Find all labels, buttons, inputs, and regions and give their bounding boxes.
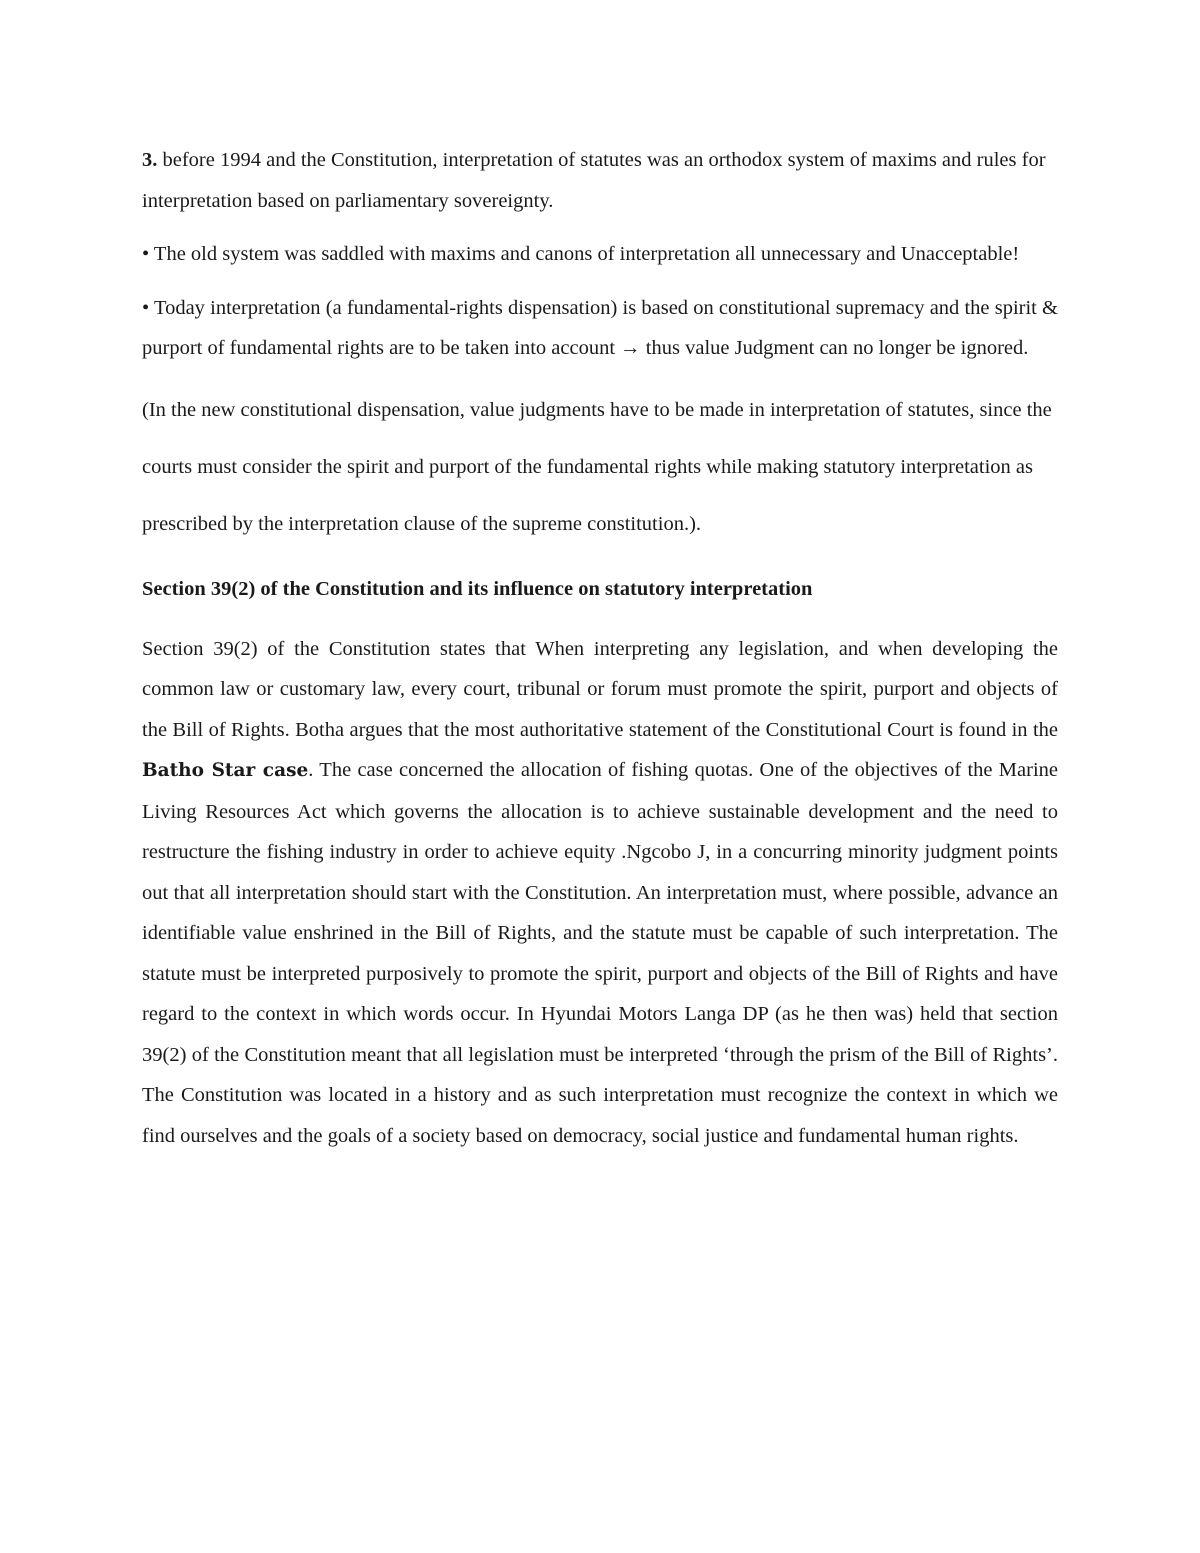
section-body-paragraph [142,629,1058,1157]
item-3-text: before 1994 and the Constitution, interpretation of statutes was an orthodox system of maxims and rules for interpretation based on parliamentary sovereignty. [142,149,1046,212]
case-name-bold: Batho Star case [142,760,309,781]
section-heading: Section 39(2) of the Constitution and its influence on statutory interpretation [142,577,813,600]
body-text-part-1: Section 39(2) of the Constitution states that When interpreting any legislation, and when developing the common law or customary law, every court, tribunal or forum must promote the spirit, purport and objects of the Bill of Rights. Botha argues that the most authoritative statement of the Constitutional Court is found in the [142,637,1058,741]
document-page [142,140,1058,1156]
body-text-part-2: . The case concerned the allocation of fishing quotas. One of the objectives of the Marine Living Resources Act which governs the allocation is to achieve sustainable development and the need to restructure the fishing industry in order to achieve equity .Ngcobo J, in a concurring minority judgment points out that all interpretation should start with the Constitution. An interpretation must, where possible, advance an identifiable value enshrined in the Bill of Rights, and the statute must be capable of such interpretation. The statute must be interpreted purposively to promote the spirit, purport and objects of the Bill of Rights and have regard to the context in which words occur. In Hyundai Motors Langa DP (as he then was) held that section 39(2) of the Constitution meant that all legislation must be interpreted ‘through the prism of the Bill of Rights’. The Constitution was located in a history and as such interpretation must recognize the context in which we find ourselves and the goals of a society based on democracy, social justice and fundamental human rights. [142,759,1058,1147]
bullet-today-interpretation: • Today interpretation (a fundamental-rights dispensation) is based on constitutional supremacy and the spirit & purport of fundamental rights are to be taken into account → thus value Judgment can no longer be ignored. [142,296,1058,359]
item-number: 3. [142,149,158,171]
note-paragraph: (In the new constitutional dispensation, value judgments have to be made in interpretation of statutes, since the courts must consider the spirit and purport of the fundamental rights while making statutory interpretation as prescribed by the interpretation clause of the supreme constitution.). [142,398,1052,535]
bullet-old-system: • The old system was saddled with maxims and canons of interpretation all unnecessary and Unacceptable! [142,243,1020,265]
item-3-paragraph [142,140,1058,221]
